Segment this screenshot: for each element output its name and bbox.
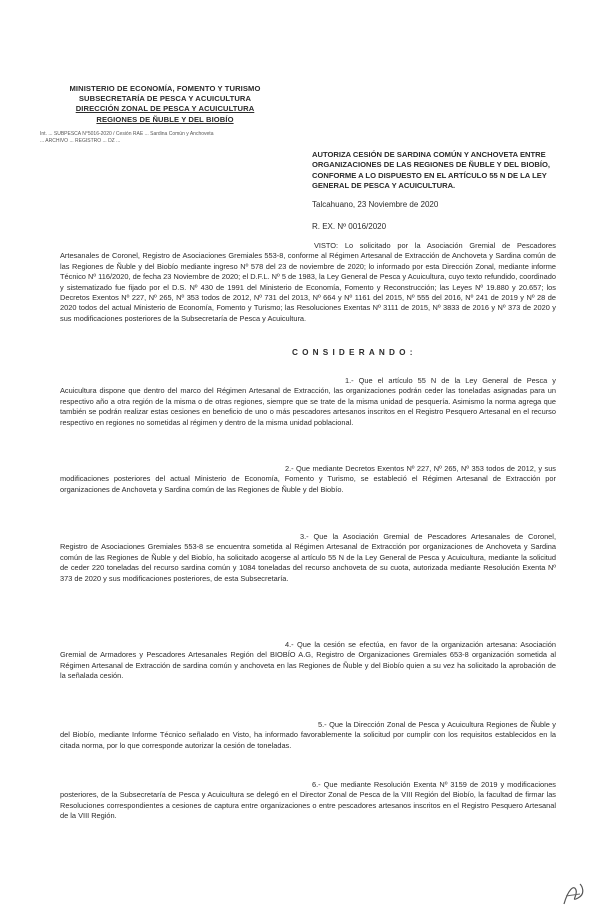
considerando-heading: CONSIDERANDO: [292, 348, 417, 357]
date-line: Talcahuano, 23 Noviembre de 2020 [312, 200, 439, 209]
considerando-paragraph-3: 3.- Que la Asociación Gremial de Pescadores Artesanales de Coronel, Registro de Asociaciones Gremiales 553-8 se encuentra sometida al Régimen Artesanal de Extracción por organizaciones de Anchoveta y Sardina común de las Regiones de Ñuble y del Biobío, ha solicitado acogerse al artículo 55 N de la Ley General de Pesca y Acuicultura, mediante la solicitud de ceder 220 toneladas del recurso sardina común y 1084 toneladas del recurso anchoveta de su cuota, autorizada mediante Resolución Exenta Nº 373 de 2020 y sus modificaciones posteriores, de esta Subsecretaría. [60, 532, 556, 583]
resolution-number: R. EX. Nº 0016/2020 [312, 222, 387, 231]
visto-paragraph: VISTO: Lo solicitado por la Asociación Gremial de Pescadores Artesanales de Coronel, Registro de Asociaciones Gremiales 553-8, conforme al Régimen Artesanal de Extracción de Anchoveta y Sardina común de las Regiones de Ñuble y del Biobío mediante ingreso Nº 578 del 23 de noviembre de 2020; lo informado por esta Dirección Zonal, mediante informe Técnico Nº 116/2020, de fecha 23 Noviembre de 2020; el D.F.L. Nº 5 de 1983, la Ley General de Pesca y Acuicultura, cuyo texto refundido, coordinado y sistematizado fue fijado por el D.S. Nº 430 de 1991 del Ministerio de Economía, Fomento y Reconstrucción; las Leyes Nº 19.880 y 20.657; los Decretos Exentos Nº 227, Nº 265, Nº 353 todos de 2012, Nº 731 del 2013, Nº 664 y Nº 1161 del 2015, Nº 555 del 2016, Nº 241 de 2019 y Nº 28 de 2020 todos del actual Ministerio de Economía, Fomento y Turismo; las Resoluciones Exentas Nº 3111 de 2015, Nº 3833 de 2016 y Nº 373 de 2020 y sus modificaciones posteriores de la Subsecretaría de Pesca y Acuicultura. [60, 241, 556, 323]
undersecretary-line: SUBSECRETARÍA DE PESCA Y ACUICULTURA [78, 94, 252, 104]
reference-line-2: ... ARCHIVO ... REGISTRO ... DZ ... [40, 137, 121, 144]
considerando-paragraph-4: 4.- Que la cesión se efectúa, en favor de la organización artesana: Asociación Gremial de Armadores y Pescadores Artesanales Región del BIOBÍO A.G, Registro de Organizaciones Gremiales 653-8 organización sometida al Régimen Artesanal de Extracción de sardina común y anchoveta en las Regiones de Ñuble y del Biobío quien a su vez ha solicitado la aprobación de la señalada cesión. [60, 640, 556, 681]
considerando-paragraph-6: 6.- Que mediante Resolución Exenta Nº 3159 de 2019 y modificaciones posteriores, de la Subsecretaría de Pesca y Acuicultura se delegó en el Director Zonal de Pesca de la VIII Región del Biobío, la facultad de firmar las Resoluciones correspondientes a cesiones de captura entre organizaciones o entre pescadores artesanos inscritos en el Registro Pesquero Artesanal de la VIII Región. [60, 780, 556, 821]
ministry-line: MINISTERIO DE ECONOMÍA, FOMENTO Y TURISMO [69, 84, 261, 93]
considerando-paragraph-1: 1.- Que el artículo 55 N de la Ley General de Pesca y Acuicultura dispone que dentro del marco del Régimen Artesanal de Extracción, las organizaciones podrán ceder las toneladas asignadas para un respectivo año a otra región de la misma o de otras regiones, siempre que se trate de la misma unidad de pesquería. Asimismo la norma agrega que también se podrán realizar estas cesiones en beneficio de uno o más pescadores artesanos inscritos en el Registro Pesquero Artesanal en el recurso respectivo en regiones no sometidas al régimen y dentro de la misma unidad poblacional. [60, 376, 556, 427]
considerando-paragraph-5: 5.- Que la Dirección Zonal de Pesca y Acuicultura Regiones de Ñuble y del Biobío, mediante Informe Técnico señalado en Visto, ha informado favorablemente la solicitud por cumplir con los requisitos establecidos en la citada norma, por lo que corresponde autorizar la cesión de toneladas. [60, 720, 556, 750]
resolution-subject: AUTORIZA CESIÓN DE SARDINA COMÚN Y ANCHOVETA ENTRE ORGANIZACIONES DE LAS REGIONES DE ÑUBLE Y DEL BIOBÍO, CONFORME A LO DISPUESTO EN EL ARTÍCULO 55 N DE LA LEY GENERAL DE PESCA Y ACUICULTURA. [312, 150, 550, 191]
handwritten-initials-icon [560, 880, 586, 908]
regions-line: REGIONES DE ÑUBLE Y DEL BIOBÍO [96, 114, 234, 124]
zonal-direction-line: DIRECCIÓN ZONAL DE PESCA Y ACUICULTURA [75, 104, 255, 114]
reference-line-1: Int. ... SUBPESCA N°5016-2020 / Cesión RAE ... Sardina Común y Anchoveta [40, 131, 214, 137]
reference-block [40, 131, 290, 144]
letterhead [40, 84, 290, 125]
considerando-paragraph-2: 2.- Que mediante Decretos Exentos Nº 227, Nº 265, Nº 353 todos de 2012, y sus modificaciones posteriores del actual Ministerio de Economía, Fomento y Turismo, se estableció el Régimen Artesanal de Extracción por organizaciones de Anchoveta y Sardina común de las Regiones de Ñuble y del Biobío. [60, 464, 556, 494]
